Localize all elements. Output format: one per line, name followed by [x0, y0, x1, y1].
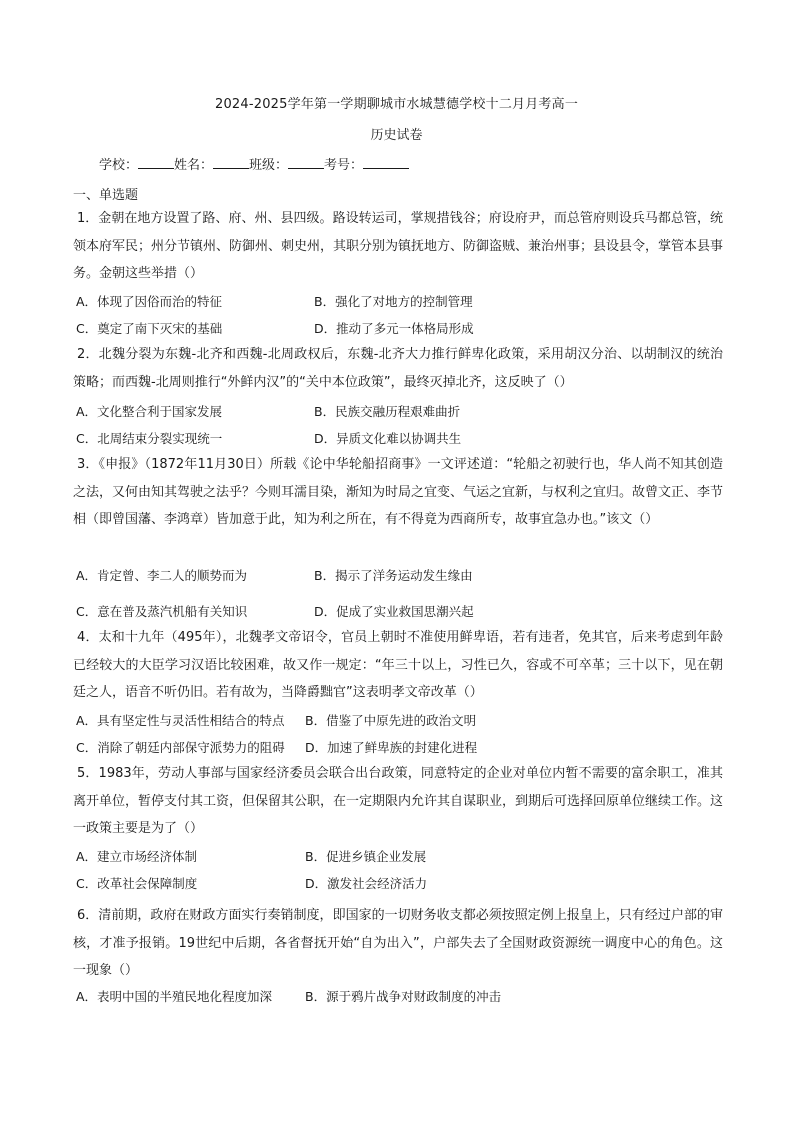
question-5-option-d: D．激发社会经济活力 [305, 876, 428, 891]
school-blank [138, 156, 174, 169]
question-4-option-b: B．借鉴了中原先进的政治文明 [305, 713, 477, 728]
question-4-stem: 4．太和十九年（495年），北魏孝文帝诏令，官员上朝时不准使用鲜卑语，若有违者，免其官，后来考虑到年龄已经较大的大臣学习汉语比较困难，故又作一规定：“年三十以上，习性已久，容或不可卒革；三十以下，见在朝廷之人，语音不听仍旧。若有故为，当降爵黜官”这表明孝文帝改革（） [73, 630, 723, 700]
question-1-option-d: D．推动了多元一体格局形成 [314, 321, 474, 336]
question-2-option-a: A．文化整合利于国家发展 [76, 404, 223, 419]
question-3-option-b: B．揭示了洋务运动发生缘由 [314, 568, 473, 583]
question-4-option-a: A．具有坚定性与灵活性相结合的特点 [76, 713, 285, 728]
question-2-option-c: C．北周结束分裂实现统一 [76, 431, 223, 446]
name-blank [213, 156, 249, 169]
question-5-option-a: A．建立市场经济体制 [76, 849, 198, 864]
question-5-stem: 5．1983年，劳动人事部与国家经济委员会联合出台政策，同意特定的企业对单位内暂不需要的富余职工，准其离开单位，暂停支付其工资，但保留其公职，在一定期限内允许其自谋职业，到期后可选择回原单位继续工作。这一政策主要是为了（） [73, 766, 724, 836]
question-5-option-b: B．促进乡镇企业发展 [305, 849, 427, 864]
exam-title: 2024-2025学年第一学期聊城市水城慧德学校十二月月考高一 [214, 97, 579, 112]
question-2-option-b: B．民族交融历程艰难曲折 [314, 404, 461, 419]
class-label: 班级： [249, 158, 289, 173]
question-6-stem: 6．清前期，政府在财政方面实行奏销制度，即国家的一切财务收支都必须按照定例上报皇上，只有经过户部的审核，才准予报销。19世纪中后期，各省督抚开始“自为出入”，户部失去了全国财政资源统一调度中心的角色。这一现象（） [73, 908, 723, 978]
exam-no-label: 考号： [324, 158, 364, 173]
question-4-option-c: C．消除了朝廷内部保守派势力的阻碍 [76, 740, 285, 755]
question-4-option-d: D．加速了鲜卑族的封建化进程 [305, 740, 478, 755]
exam-no-blank [363, 156, 409, 169]
class-blank [288, 156, 324, 169]
question-1-option-c: C．奠定了南下灭宋的基础 [76, 321, 223, 336]
name-label: 姓名： [174, 158, 214, 173]
question-3-option-c: C．意在普及蒸汽机船有关知识 [76, 604, 248, 619]
exam-subtitle: 历史试卷 [370, 128, 423, 143]
question-3-stem: 3．《申报》（1872年11月30日）所载《论中华轮船招商事》一文评述道：“轮船之初驶行也，华人尚不知其创造之法，又何由知其驾驶之法乎？今则耳濡目染，渐知为时局之宜变、气运之宜新，与权利之宜归。故曾文正、李节相（即曾国藩、李鸿章）皆加意于此，知为利之所在，有不得竟为西商所专，故事宜急办也。”该文（） [73, 457, 724, 527]
question-1-stem: 1．金朝在地方设置了路、府、州、县四级。路设转运司，掌规措钱谷；府设府尹，而总管府则设兵马都总管，统领本府军民；州分节镇州、防御州、刺史州，其职分别为镇抚地方、防御盗贼、兼治州事；县设县令，掌管本县事务。金朝这些举措（） [73, 211, 724, 281]
question-5-option-c: C．改革社会保障制度 [76, 876, 198, 891]
question-3-option-d: D．促成了实业救国思潮兴起 [314, 604, 474, 619]
question-1-option-b: B．强化了对地方的控制管理 [314, 294, 473, 309]
student-info-line [99, 154, 409, 173]
question-1-option-a: A．体现了因俗而治的特征 [76, 294, 223, 309]
question-2-stem: 2．北魏分裂为东魏-北齐和西魏-北周政权后，东魏-北齐大力推行鲜卑化政策，采用胡汉分治、以胡制汉的统治策略；而西魏-北周则推行“外鲜内汉”的“关中本位政策”，最终灭掉北齐，这反映了（） [73, 347, 723, 390]
section-title: 一、单选题 [73, 188, 139, 203]
question-2-option-d: D．异质文化难以协调共生 [314, 431, 462, 446]
question-3-option-a: A．肯定曾、李二人的顺势而为 [76, 568, 248, 583]
school-label: 学校： [99, 158, 139, 173]
question-6-option-b: B．源于鸦片战争对财政制度的冲击 [305, 989, 502, 1004]
question-6-option-a: A．表明中国的半殖民地化程度加深 [76, 989, 273, 1004]
